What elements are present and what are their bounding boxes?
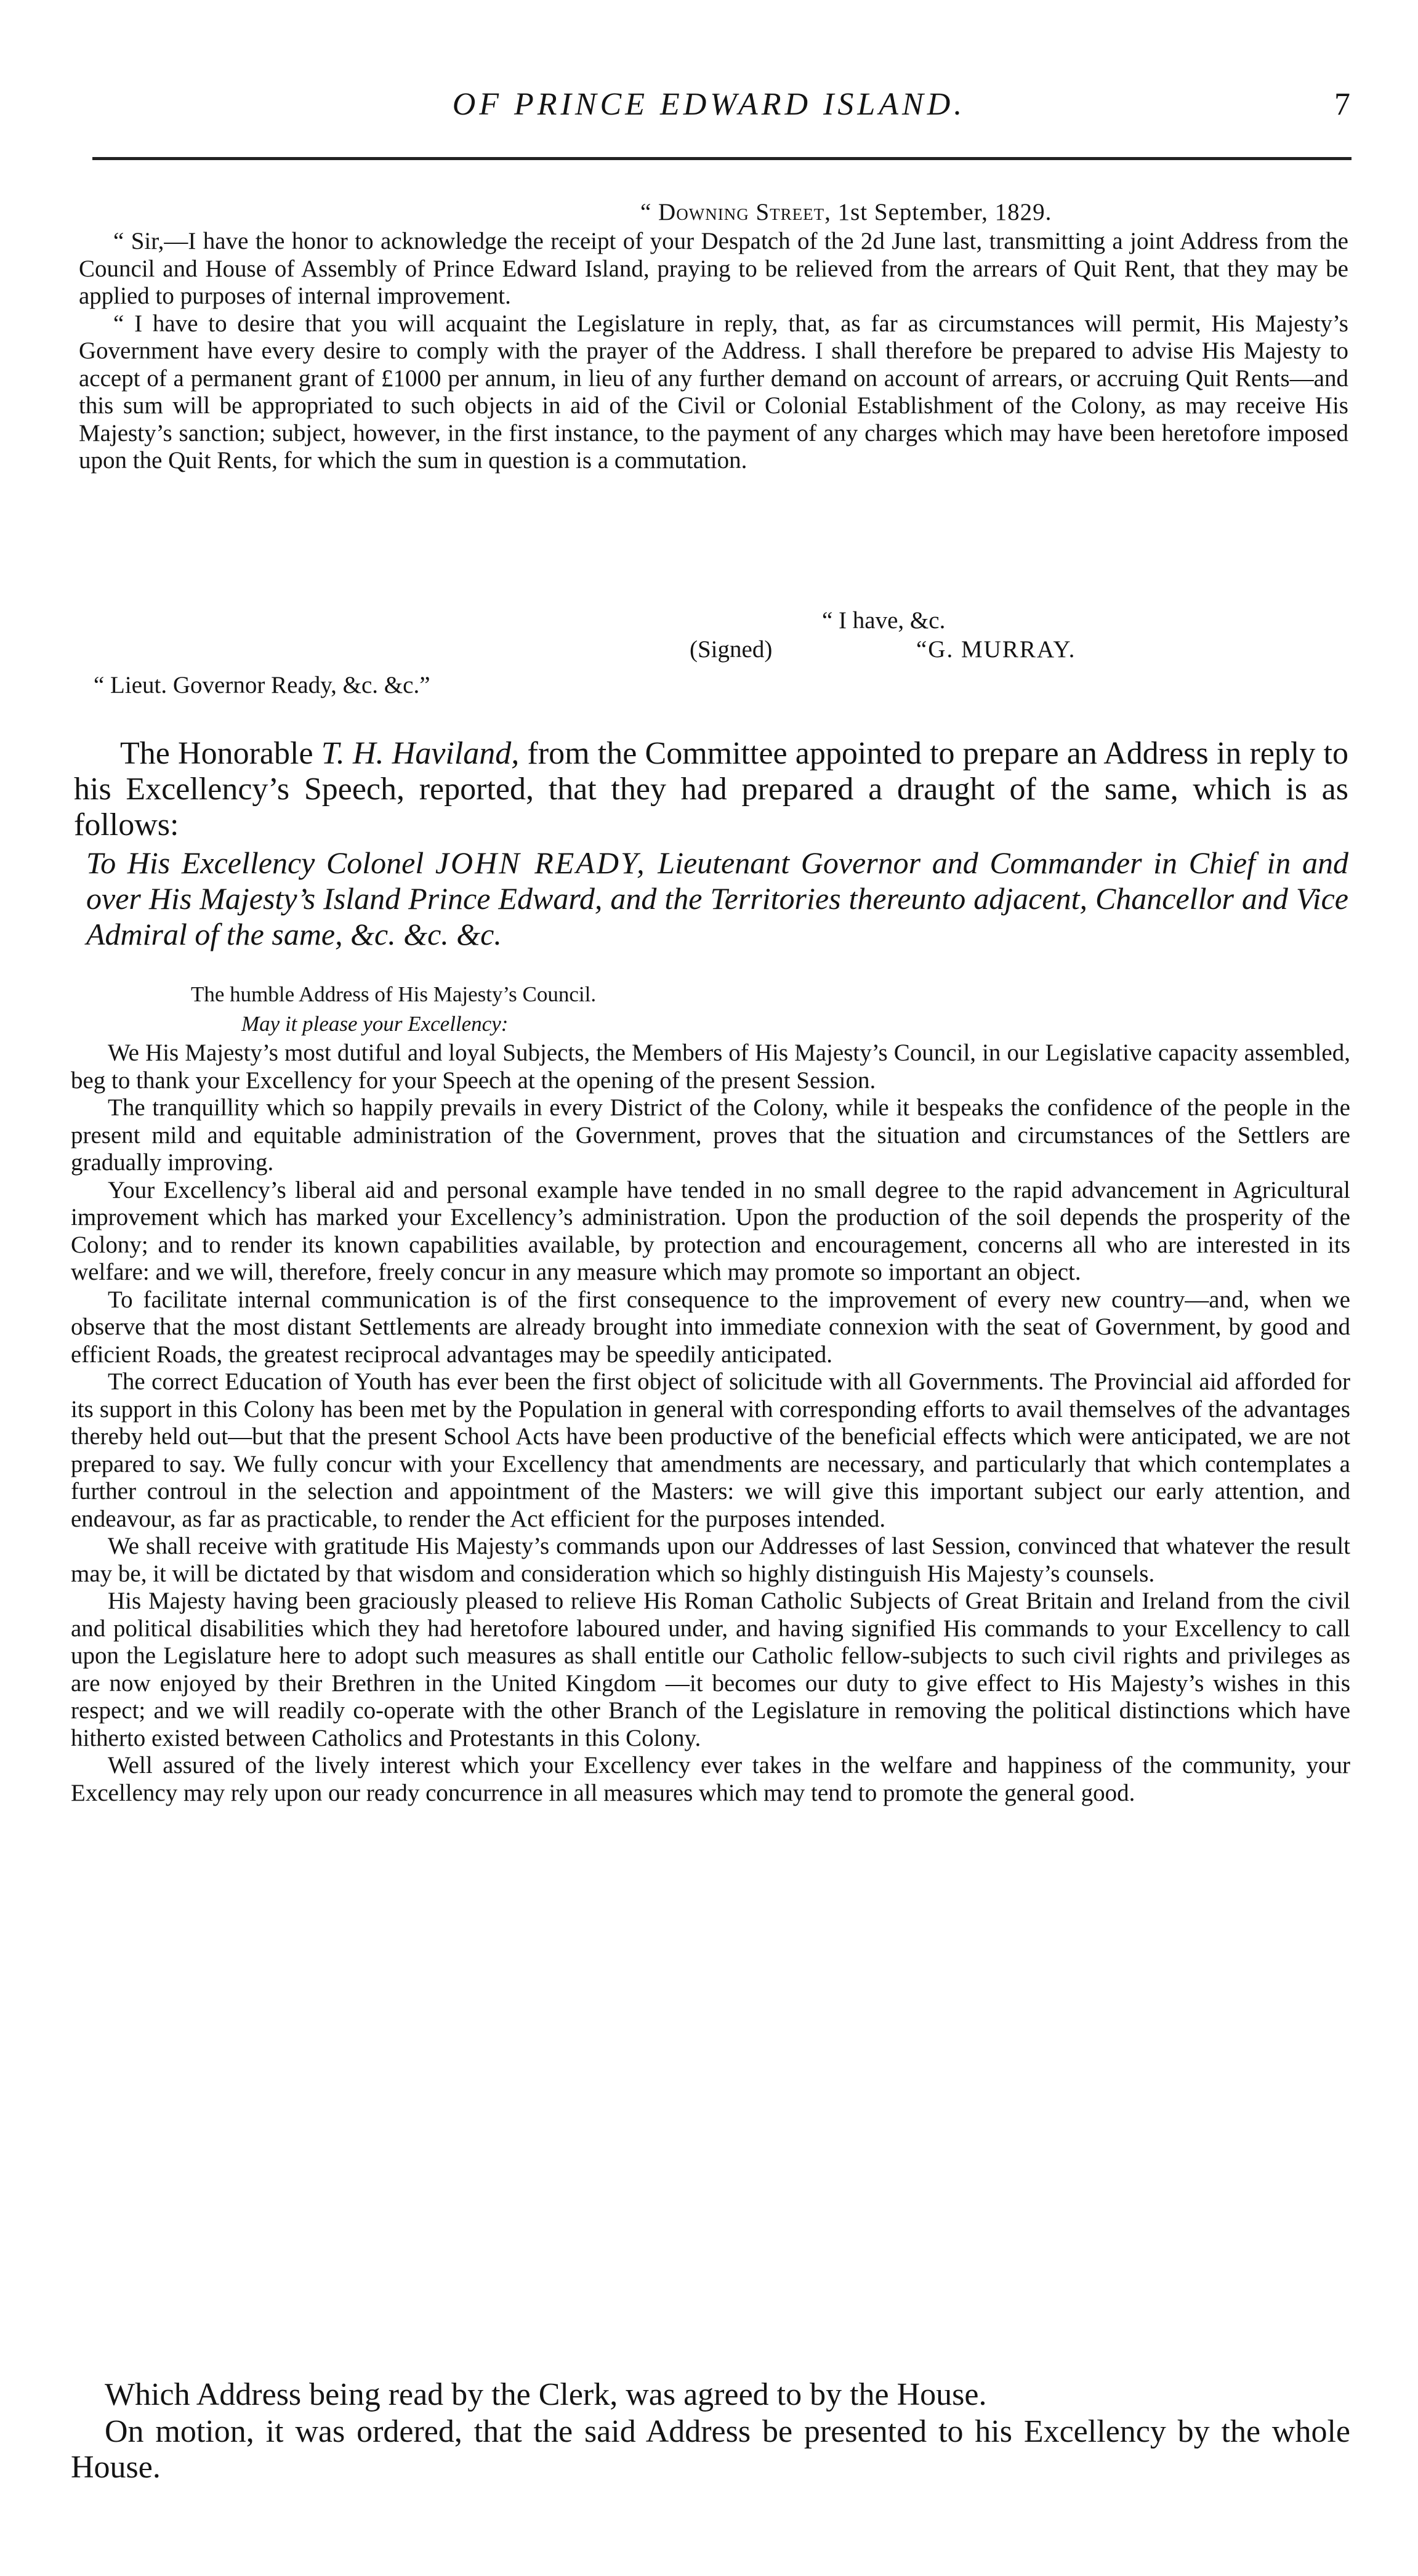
address-paragraph: His Majesty having been graciously pleased to relieve His Roman Catholic Subjects of Great Britain and Ireland from the civil and political disabilities which they had heretofore laboured under, and having signified His commands to your Excellency to call upon the Legislature here to adopt such measures as shall entitle our Catholic fellow-subjects to such civil rights and privileges as are now enjoyed by their Brethren in the United Kingdom —it becomes our duty to give effect to His Majesty’s wishes in this respect; and we will readily co-operate with the other Branch of the Legislature in removing the political distinctions which have hitherto existed between Catholics and Protestants in this Colony. bbox=[71, 1588, 1350, 1751]
committee-report bbox=[74, 736, 1348, 843]
address-paragraph: We His Majesty’s most dutiful and loyal Subjects, the Members of His Majesty’s Council, in our Legislative capacity assembled, beg to thank your Excellency for your Speech at the opening of the present Session. bbox=[71, 1040, 1350, 1094]
address-paragraph: We shall receive with gratitude His Majesty’s commands upon our Addresses of last Session, convinced that whatever the result may be, it will be dictated by that wisdom and consideration which so highly distinguish His Majesty’s counsels. bbox=[71, 1533, 1350, 1587]
address-paragraph: The tranquillity which so happily prevails in every District of the Colony, while it bespeaks the confidence of the people in the present mild and equitable administration of the Government, proves that the situation and circumstances of the Settlers are gradually improving. bbox=[71, 1094, 1350, 1176]
letter-place: “ Downing Street, bbox=[640, 199, 831, 225]
letter-paragraph: “ Sir,—I have the honor to acknowledge the receipt of your Despatch of the 2d June last, transmitting a joint Address from the Council and House of Assembly of Prince Edward Island, praying to be relieved from the arrears of Quit Rent, that they may be applied to purposes of internal improvement. bbox=[79, 228, 1348, 309]
letter-closing: “ I have, &c. bbox=[822, 607, 946, 634]
report-name: T. H. Haviland, bbox=[321, 736, 520, 771]
letter-body bbox=[79, 228, 1348, 475]
signer-name: “G. MURRAY. bbox=[916, 636, 1076, 663]
address-to-name: JOHN READY, bbox=[435, 846, 647, 880]
letter-paragraph: “ I have to desire that you will acquaint the Legislature in reply, that, as far as circumstances will permit, His Majesty’s Government have every desire to comply with the prayer of the Address. I shall therefore be prepared to advise His Majesty to accept of a permanent grant of £1000 per annum, in lieu of any further demand on account of arrears, or accruing Quit Rents—and this sum will be appropriated to such objects in aid of the Civil or Colonial Establishment of the Colony, as may receive His Majesty’s sanction; subject, however, in the first instance, to the payment of any charges which may have been heretofore imposed upon the Quit Rents, for which the sum in question is a commutation. bbox=[79, 310, 1348, 474]
running-title: OF PRINCE EDWARD ISLAND. bbox=[452, 87, 966, 122]
report-pre: The Honorable bbox=[120, 736, 321, 771]
address-paragraph: To facilitate internal communication is of the first consequence to the improvement of every new country—and, when we observe that the most distant Settlements are already brought into immediate connexion with the seat of Government, by good and efficient Roads, the greatest reciprocal advantages may be speedily anticipated. bbox=[71, 1286, 1350, 1368]
letter-dateline bbox=[640, 198, 1052, 226]
header-rule bbox=[92, 157, 1352, 160]
page-number: 7 bbox=[1334, 87, 1350, 122]
running-head bbox=[0, 86, 1418, 129]
address-paragraph: Well assured of the lively interest which your Excellency ever takes in the welfare and happiness of the community, your Excellency may rely upon our ready concurrence in all measures which may tend to promote the general good. bbox=[71, 1752, 1350, 1806]
address-to-prefix: To His Excellency Colonel bbox=[86, 846, 435, 880]
address-body bbox=[71, 1040, 1350, 1807]
humble-address-line: The humble Address of His Majesty’s Council. bbox=[191, 982, 597, 1006]
address-paragraph: Your Excellency’s liberal aid and personal example have tended in no small degree to the rapid advancement in Agricultural improvement which has marked your Excellency’s administration. Upon the production of the soil depends the prosperity of the Colony; and to render its known capabilities available, by protection and encouragement, concerns all who are interested in its welfare: and we will, therefore, freely concur in any measure which may promote so important an object. bbox=[71, 1176, 1350, 1285]
salutation: May it please your Excellency: bbox=[241, 1012, 509, 1036]
letter-addressee: “ Lieut. Governor Ready, &c. &c.” bbox=[94, 672, 430, 698]
motion-ordered: On motion, it was ordered, that the said Address be presented to his Excellency by the whole House. bbox=[71, 2414, 1350, 2485]
address-paragraph: The correct Education of Youth has ever been the first object of solicitude with all Governments. The Provincial aid afforded for its support in this Colony has been met by the Population in general with corresponding efforts to avail themselves of the advantages thereby held out—but that the present School Acts have been productive of the beneficial effects which were anticipated, we are not prepared to say. We fully concur with your Excellency that amendments are necessary, and particularly that which contemplates a further controul in the selection and appointment of the Masters: we will give this important subject our early attention, and endeavour, as far as practicable, to render the Act efficient for the purposes intended. bbox=[71, 1368, 1350, 1532]
address-to-rest: Lieutenant Governor and Commander in Chief in and over His Majesty’s Island Prince Edward, and the Territories thereunto adjacent, Chancellor and Vice Admiral of the same, &c. &c. &c. bbox=[86, 846, 1349, 951]
report-post: from the Committee appointed to prepare an Address in reply to his Excellency’s Speech, reported, that they had prepared a draught of the same, which is as follows: bbox=[74, 736, 1348, 842]
address-agreed: Which Address being read by the Clerk, was agreed to by the House. bbox=[105, 2377, 987, 2412]
signed-label: (Signed) bbox=[690, 636, 773, 663]
address-heading bbox=[86, 845, 1348, 952]
letter-date: 1st September, 1829. bbox=[837, 199, 1052, 225]
